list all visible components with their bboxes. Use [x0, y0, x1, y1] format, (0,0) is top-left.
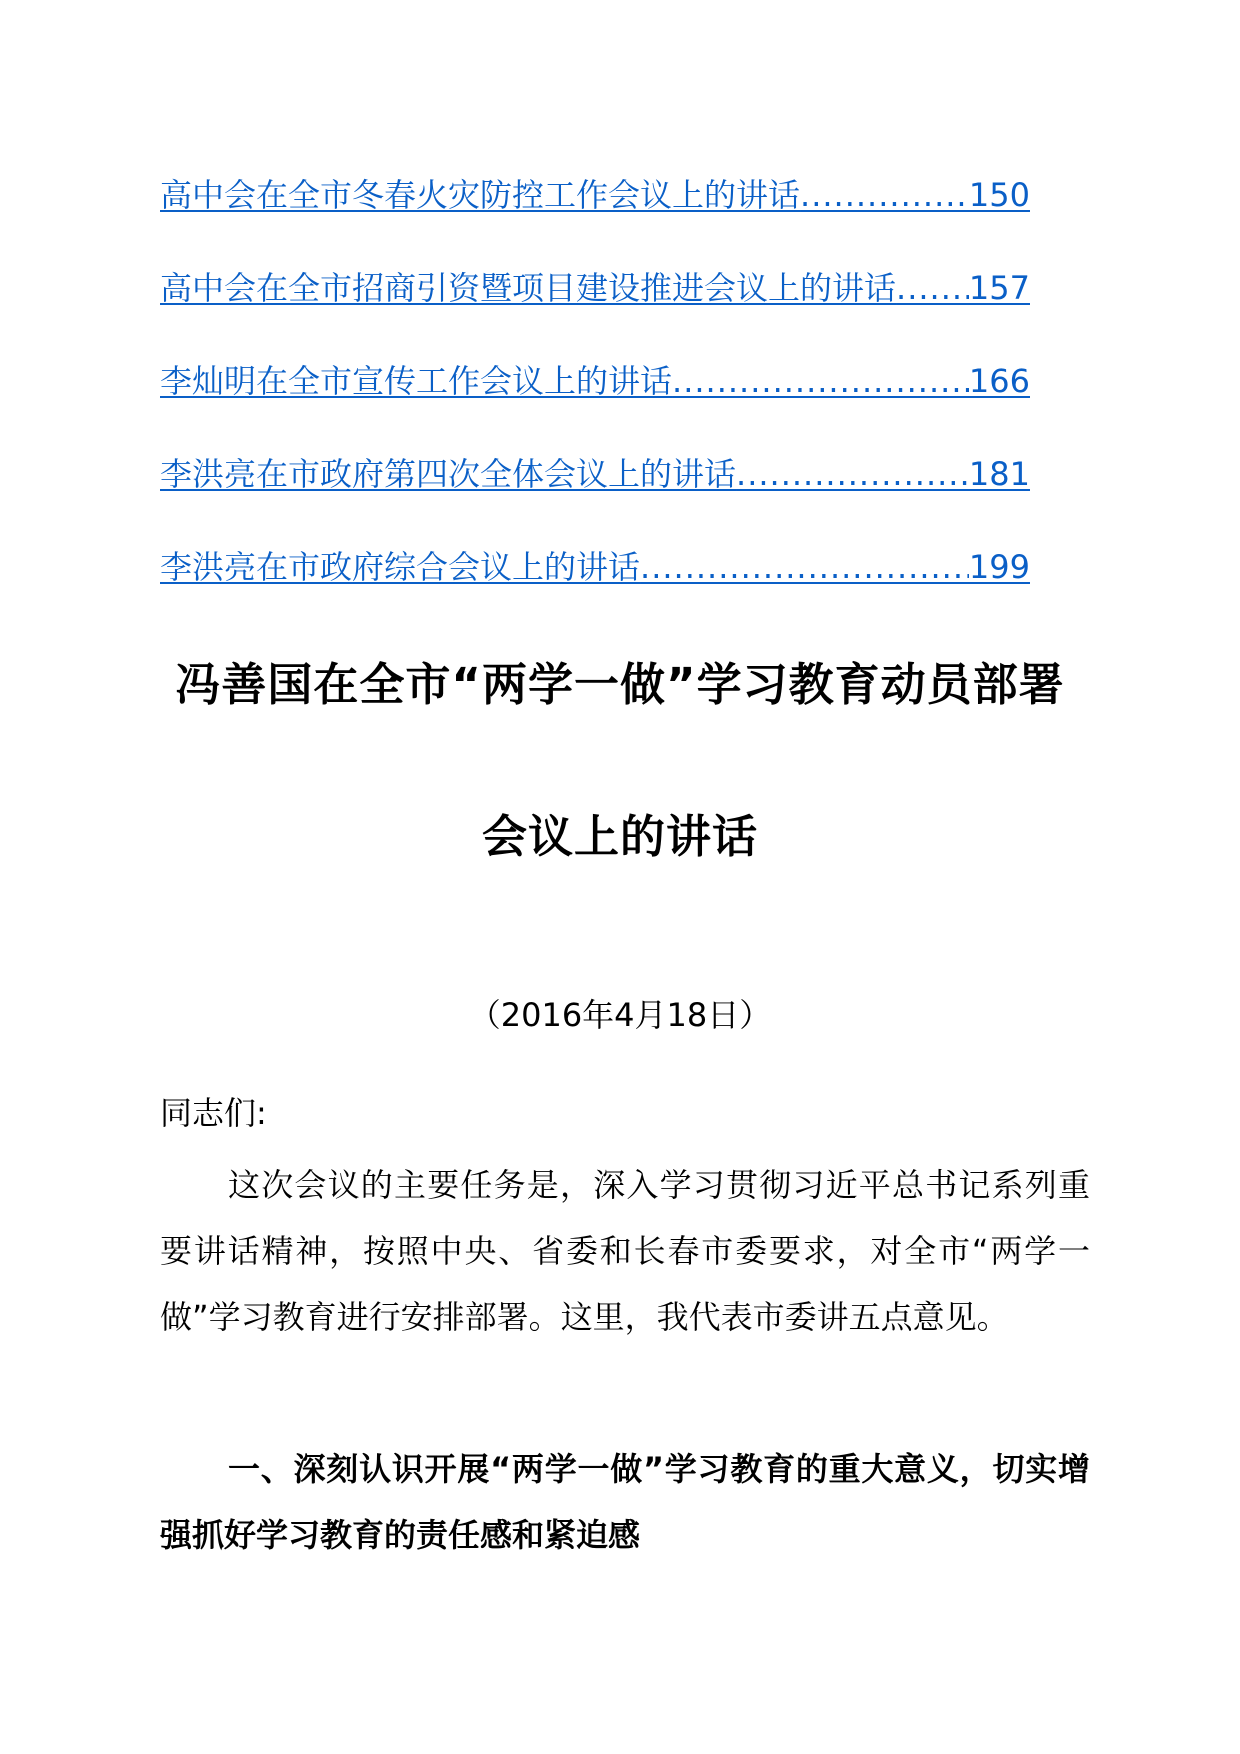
- toc-entry-page: 157: [968, 269, 1030, 307]
- toc-entry-title: 李洪亮在市政府综合会议上的讲话: [160, 548, 641, 586]
- section-heading-1: 一、深刻认识开展“两学一做”学习教育的重大意义，切实增强抓好学习教育的责任感和紧迫感: [160, 1450, 1090, 1554]
- toc-entry-5[interactable]: [160, 542, 1030, 635]
- toc-leader-dots: [672, 362, 969, 400]
- toc-entry-title: 高中会在全市冬春火灾防控工作会议上的讲话: [160, 176, 801, 214]
- toc-leader-dots: [896, 269, 969, 307]
- toc-entry-title: 李洪亮在市政府第四次全体会议上的讲话: [160, 455, 737, 493]
- toc-leader-dots: [640, 548, 969, 586]
- toc-entry-title: 高中会在全市招商引资暨项目建设推进会议上的讲话: [160, 269, 897, 307]
- toc-entry-3[interactable]: [160, 356, 1030, 449]
- body-paragraph: 这次会议的主要任务是，深入学习贯彻习近平总书记系列重要讲话精神，按照中央、省委和长春市委要求，对全市“两学一做”学习教育进行安排部署。这里，我代表市委讲五点意见。: [160, 1166, 1090, 1336]
- toc-leader-dots: [800, 176, 969, 214]
- toc-entry-page: 199: [968, 548, 1030, 586]
- toc-entry-4[interactable]: [160, 449, 1030, 542]
- toc-entry-page: 166: [968, 362, 1030, 400]
- toc-entry-2[interactable]: [160, 263, 1030, 356]
- speech-date: （2016年4月18日）: [468, 996, 772, 1034]
- toc-entry-title: 李灿明在全市宣传工作会议上的讲话: [160, 362, 673, 400]
- toc-entry-1[interactable]: [160, 170, 1030, 263]
- document-title-line-1: 冯善国在全市“两学一做”学习教育动员部署: [175, 658, 1065, 711]
- salutation: 同志们:: [160, 1094, 267, 1132]
- toc-entry-page: 181: [968, 455, 1030, 493]
- toc-entry-page: 150: [968, 176, 1030, 214]
- document-title-line-2: 会议上的讲话: [481, 810, 758, 863]
- toc-leader-dots: [736, 455, 969, 493]
- table-of-contents: [160, 170, 1030, 635]
